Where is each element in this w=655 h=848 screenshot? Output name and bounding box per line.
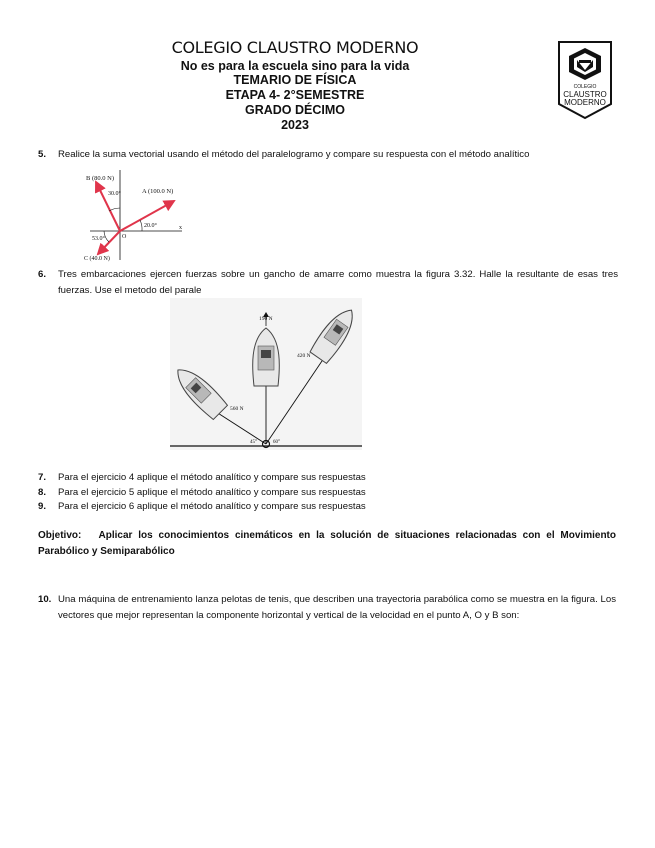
shield-logo-icon xyxy=(557,40,613,120)
label-angle-left: 45° xyxy=(250,440,257,445)
objective-text: Aplicar los conocimientos cinemáticos en la solución de situaciones relacionadas con el Movimiento Parabólico y Semiparabólico xyxy=(38,530,616,557)
question-text: Tres embarcaciones ejercen fuerzas sobre un gancho de amarre como muestra la figura 3.32. Halle la resultante de esas tres fuerzas. Use el metodo del parale xyxy=(58,269,618,296)
boats-diagram-q6 xyxy=(170,298,362,450)
question-10 xyxy=(0,592,655,644)
label-origin: O xyxy=(122,234,127,240)
grade-label: GRADO DÉCIMO xyxy=(245,103,345,117)
label-x-axis: x xyxy=(179,225,182,231)
label-angle-b: 30.0° xyxy=(108,191,121,197)
vector-c xyxy=(98,231,120,254)
vector-b xyxy=(96,182,120,231)
question-number: 8. xyxy=(38,487,47,498)
question-number: 9. xyxy=(38,501,47,512)
label-vec-b: B (80.0 N) xyxy=(86,175,114,182)
school-motto: No es para la escuela sino para la vida xyxy=(180,59,410,73)
label-force-left: 560 N xyxy=(230,406,244,412)
vector-diagram-q5 xyxy=(82,168,188,262)
label-angle-c: 53.0° xyxy=(92,236,105,242)
stage-label: ETAPA 4- 2°SEMESTRE xyxy=(225,88,365,102)
label-angle-right: 60° xyxy=(273,440,280,445)
objective xyxy=(38,528,616,560)
label-force-right: 420 N xyxy=(297,353,311,359)
question-9 xyxy=(0,499,655,515)
question-7 xyxy=(0,470,655,486)
objective-label: Objetivo: xyxy=(38,530,82,541)
question-text: Para el ejercicio 5 aplique el método analítico y compare sus respuestas xyxy=(58,487,366,498)
question-number: 7. xyxy=(38,472,47,483)
document-title: TEMARIO DE FÍSICA xyxy=(233,73,357,87)
logo-text-2: CLAUSTRO xyxy=(563,90,607,99)
document-header xyxy=(0,38,590,133)
question-text: Para el ejercicio 6 aplique el método analítico y compare sus respuestas xyxy=(58,501,366,512)
question-number: 10. xyxy=(38,594,52,605)
question-number: 5. xyxy=(38,149,47,160)
label-vec-a: A (100.0 N) xyxy=(142,188,174,195)
label-vec-c: C (40.0 N) xyxy=(84,256,110,262)
year-label: 2023 xyxy=(281,118,309,132)
question-6 xyxy=(0,267,655,299)
question-text: Para el ejercicio 4 aplique el método analítico y compare sus respuestas xyxy=(58,472,366,483)
label-force-top: 190 N xyxy=(259,316,273,322)
label-angle-a: 20.0° xyxy=(144,223,157,229)
question-5 xyxy=(0,147,655,167)
logo-text-1: COLEGIO xyxy=(573,84,597,90)
question-number: 6. xyxy=(38,269,47,280)
school-name: COLEGIO CLAUSTRO MODERNO xyxy=(171,38,419,57)
question-text: Realice la suma vectorial usando el método del paralelogramo y compare su respuesta con el método analítico xyxy=(58,149,530,160)
school-logo xyxy=(557,40,613,120)
logo-text-3: MODERNO xyxy=(564,98,606,107)
question-text: Una máquina de entrenamiento lanza pelotas de tenis, que describen una trayectoria parabólica como se muestra en la figura. Los vectores que mejor representan la componente horizontal y vertical de la velocidad en el punto A, O y B son: xyxy=(58,594,616,621)
